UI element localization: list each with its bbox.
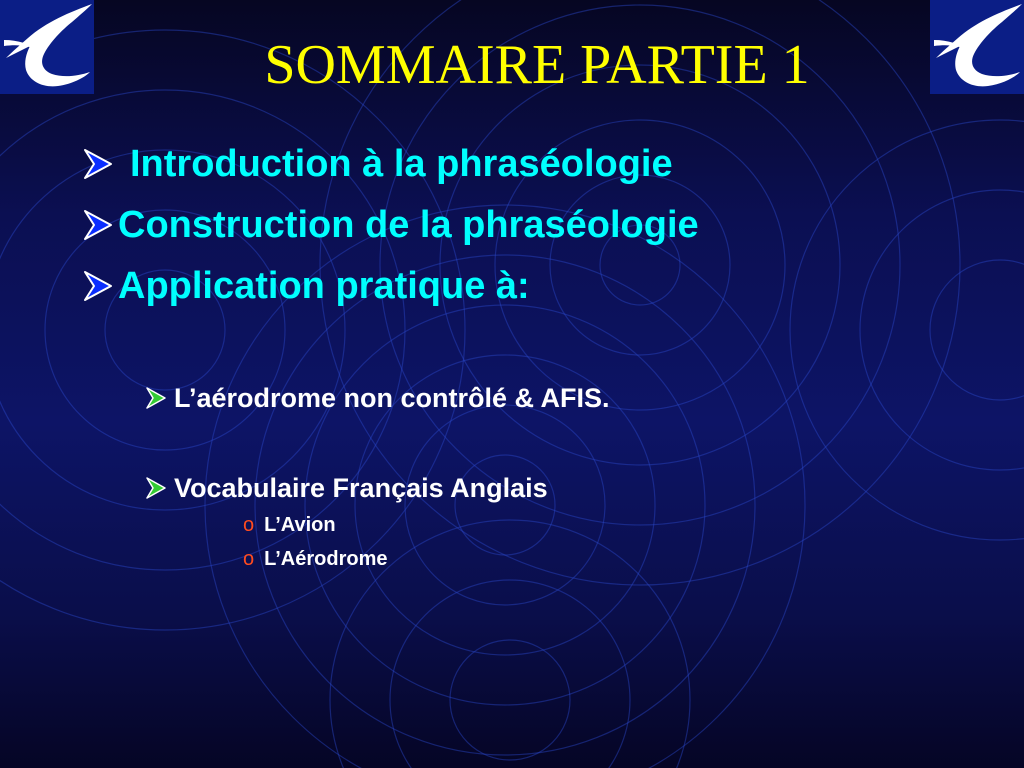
circle-marker-icon: o xyxy=(243,514,255,536)
subsubbullet-text: L’Avion xyxy=(264,514,336,536)
arrow-bullet-icon xyxy=(145,386,167,410)
arrow-bullet-icon xyxy=(145,476,167,500)
bullet-item xyxy=(82,201,699,249)
bullet-text: Application pratique à: xyxy=(118,265,530,307)
subsubbullet-item xyxy=(243,512,336,538)
arrow-bullet-icon xyxy=(82,208,114,242)
subbullet-item xyxy=(145,381,610,415)
bullet-item xyxy=(82,140,673,188)
subbullet-item xyxy=(145,471,548,505)
subsubbullet-text: L’Aérodrome xyxy=(264,548,388,570)
bullet-item xyxy=(82,262,530,310)
bullet-text: Construction de la phraséologie xyxy=(118,204,699,246)
subbullet-text: Vocabulaire Français Anglais xyxy=(174,473,548,503)
arrow-bullet-icon xyxy=(82,147,114,181)
slide-title: SOMMAIRE PARTIE 1 xyxy=(264,34,810,96)
subbullet-text: L’aérodrome non contrôlé & AFIS. xyxy=(174,383,610,413)
bullet-text: Introduction à la phraséologie xyxy=(130,143,673,185)
subsubbullet-item xyxy=(243,546,387,572)
circle-marker-icon: o xyxy=(243,548,255,570)
arrow-bullet-icon xyxy=(82,269,114,303)
